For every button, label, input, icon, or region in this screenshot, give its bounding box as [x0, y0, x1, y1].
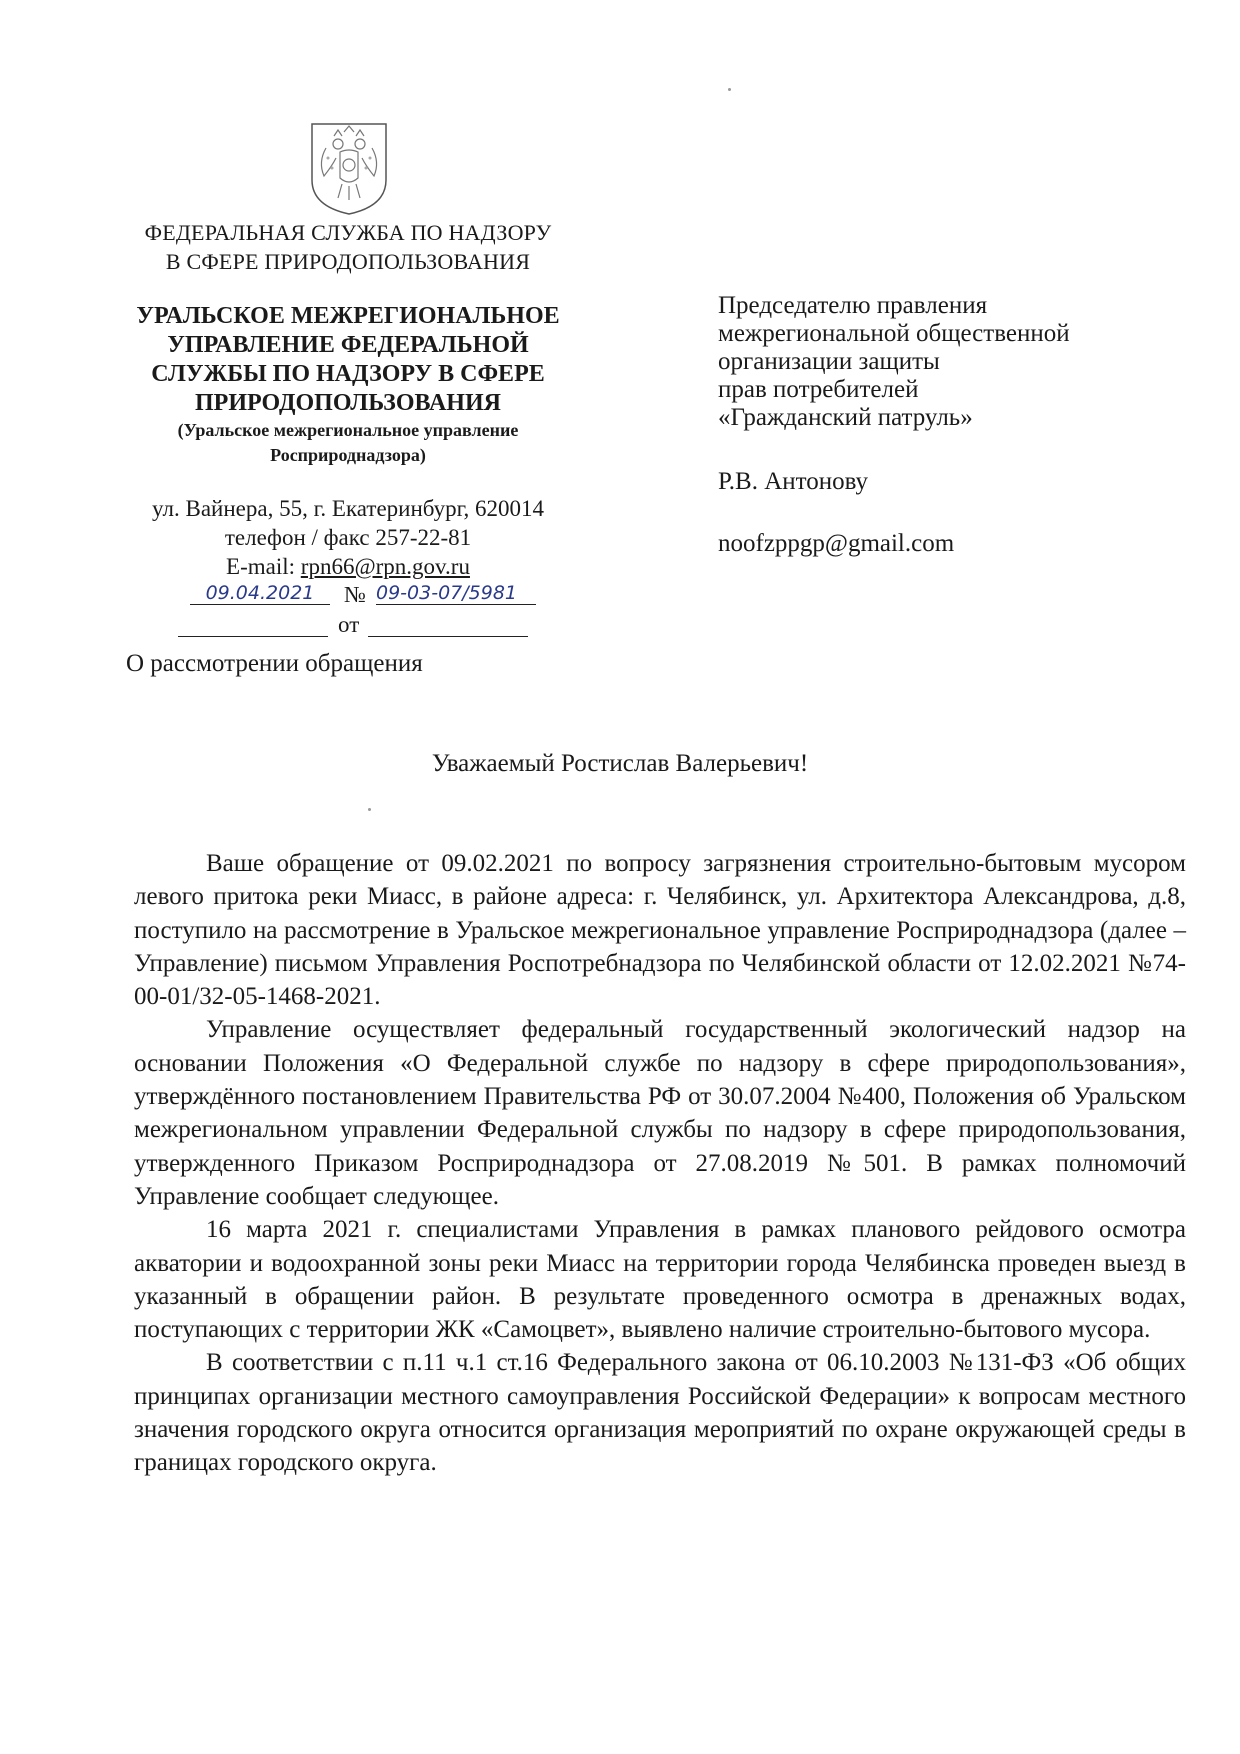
addressee-line-3: организации защиты	[718, 348, 940, 375]
reference-from-label: от	[338, 612, 360, 637]
dept-line-3: СЛУЖБЫ ПО НАДЗОРУ В СФЕРЕ	[151, 361, 545, 387]
letter-body	[134, 847, 1186, 1480]
dept-line-2: УПРАВЛЕНИЕ ФЕДЕРАЛЬНОЙ	[167, 332, 529, 358]
recipient-email: noofzppgp@gmail.com	[718, 530, 955, 557]
email-label: E-mail:	[226, 554, 301, 579]
registration-date: 09.04.2021	[190, 582, 330, 605]
registration-number: 09-03-07/5981	[376, 582, 536, 605]
addressee-line-2: межрегиональной общественной	[718, 320, 1070, 347]
reference-line	[178, 612, 538, 642]
recipient-name: Р.В. Антонову	[718, 468, 869, 495]
body-paragraph-2: Управление осуществляет федеральный государственный экологический надзор на основании Положения «О Федеральной службе по надзору в сфере природопользования», утверждённого постановлением Правительства РФ от 30.07.2004 №400, Положения об Уральском межрегиональном управлении Федеральной службы по надзору в сфере природопользования, утвержденного Приказом Росприроднадзора от 27.08.2019 №501. В рамках полномочий Управление сообщает следующее.	[134, 1016, 1186, 1210]
dept-line-1: УРАЛЬСКОЕ МЕЖРЕГИОНАЛЬНОЕ	[136, 303, 560, 329]
agency-name	[118, 218, 578, 276]
letter-subject: О рассмотрении обращения	[126, 650, 423, 677]
reference-blank-date	[368, 636, 528, 637]
sender-phone: телефон / факс 257-22-81	[224, 525, 472, 550]
department-name	[118, 302, 578, 418]
scan-artifact	[368, 808, 371, 811]
body-paragraph-4: В соответствии с п.11 ч.1 ст.16 Федерального закона от 06.10.2003 №131-ФЗ «Об общих принципах организации местного самоуправления Российской Федерации» к вопросам местного значения городского округа относится организация мероприятий по охране окружающей среды в границах городского округа.	[134, 1349, 1186, 1477]
department-short-name	[118, 418, 578, 468]
addressee-line-1: Председателю правления	[718, 292, 988, 319]
scan-artifact	[728, 88, 731, 91]
addressee-block	[718, 292, 1188, 432]
dept-short-line-2: Росприроднадзора)	[270, 445, 426, 465]
sender-email-link[interactable]: rpn66@rpn.gov.ru	[300, 554, 470, 579]
salutation: Уважаемый Ростислав Валерьевич!	[431, 750, 809, 777]
sender-address: ул. Вайнера, 55, г. Екатеринбург, 620014	[152, 496, 544, 521]
body-paragraph-3: 16 марта 2021 г. специалистами Управления в рамках планового рейдового осмотра акватории и водоохранной зоны реки Миасс на территории города Челябинска проведен выезд в указанный в обращении район. В результате проведенного осмотра в дренажных водах, поступающих с территории ЖК «Самоцвет», выявлено наличие строительно-бытового мусора.	[134, 1216, 1186, 1344]
body-paragraph-1: Ваше обращение от 09.02.2021 по вопросу загрязнения строительно-бытовым мусором левого притока реки Миасс, в районе адреса: г. Челябинск, ул. Архитектора Александрова, д.8, поступило на рассмотрение в Уральское межрегиональное управление Росприроднадзора (далее – Управление) письмом Управления Роспотребнадзора по Челябинской области от 12.02.2021 №74-00-01/32-05-1468-2021.	[134, 850, 1186, 1011]
dept-line-4: ПРИРОДОПОЛЬЗОВАНИЯ	[195, 390, 501, 416]
addressee-line-4: прав потребителей	[718, 376, 919, 403]
reference-blank-number	[178, 636, 328, 637]
coat-of-arms-icon	[304, 118, 394, 218]
agency-line-1: ФЕДЕРАЛЬНАЯ СЛУЖБА ПО НАДЗОРУ	[144, 220, 552, 245]
dept-short-line-1: (Уральское межрегиональное управление	[177, 420, 519, 440]
sender-contacts	[118, 494, 578, 581]
registration-number-label: №	[344, 582, 366, 607]
agency-line-2: В СФЕРЕ ПРИРОДОПОЛЬЗОВАНИЯ	[165, 249, 531, 274]
sender-email-row	[118, 552, 578, 581]
registration-line	[178, 582, 538, 612]
addressee-line-5: «Гражданский патруль»	[718, 404, 973, 431]
